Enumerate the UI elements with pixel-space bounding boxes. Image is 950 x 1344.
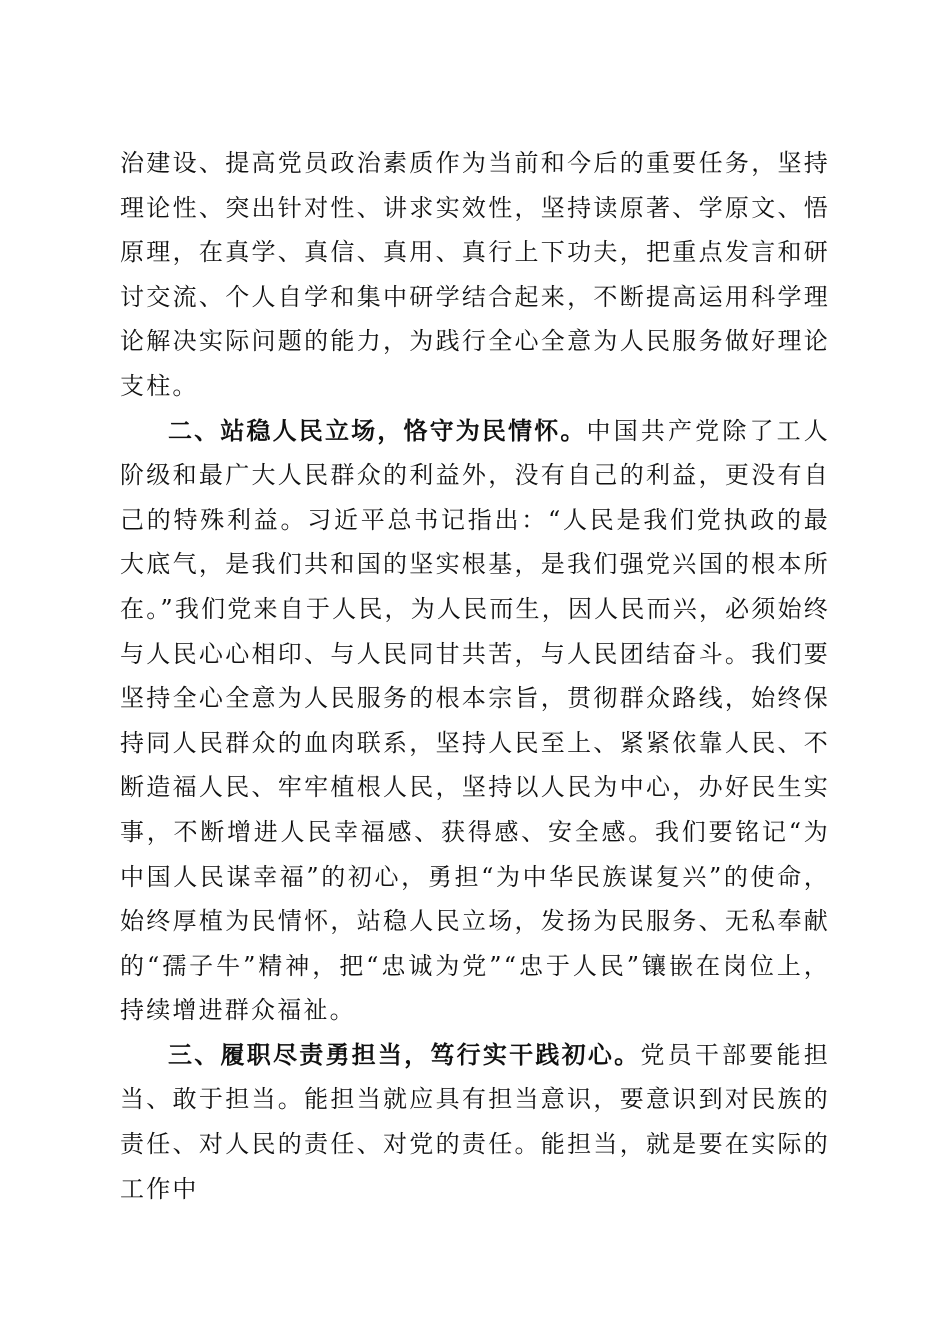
paragraph-text: 党员干部要能担当、敢于担当。能担当就应具有担当意识，要意识到对民族的责任、对人民的责任、对党的责任。能担当，就是要在实际的工作中 [120, 1040, 830, 1203]
paragraph-text: 治建设、提高党员政治素质作为当前和今后的重要任务，坚持理论性、突出针对性、讲求实效性，坚持读原著、学原文、悟原理，在真学、真信、真用、真行上下功夫，把重点发言和研讨交流、个人自学和集中研学结合起来，不断提高运用科学理论解决实际问题的能力，为践行全心全意为人民服务做好理论支柱。 [120, 149, 830, 400]
paragraph-text: 中国共产党除了工人阶级和最广大人民群众的利益外，没有自己的利益，更没有自己的特殊利益。习近平总书记指出：“人民是我们党执政的最大底气，是我们共和国的坚实根基，是我们强党兴国的根本所在。”我们党来自于人民，为人民而生，因人民而兴，必须始终与人民心心相印、与人民同甘共苦，与人民团结奋斗。我们要坚持全心全意为人民服务的根本宗旨，贯彻群众路线，始终保持同人民群众的血肉联系，坚持人民至上、紧紧依靠人民、不断造福人民、牢牢植根人民，坚持以人民为中心，办好民生实事，不断增进人民幸福感、获得感、安全感。我们要铭记“为中国人民谋幸福”的初心，勇担“为中华民族谋复兴”的使命，始终厚植为民情怀，站稳人民立场，发扬为民服务、无私奉献的“孺子牛”精神，把“忠诚为党”“忠于人民”镶嵌在岗位上，持续增进群众福祉。 [120, 416, 830, 1025]
section-heading-two: 二、站稳人民立场，恪守为民情怀。 [168, 416, 587, 445]
section-heading-three: 三、履职尽责勇担当，笃行实干践初心。 [168, 1040, 641, 1069]
paragraph-section-three [120, 1033, 830, 1211]
paragraph-continuation [120, 141, 830, 409]
document-body [120, 141, 830, 1211]
paragraph-section-two [120, 409, 830, 1033]
